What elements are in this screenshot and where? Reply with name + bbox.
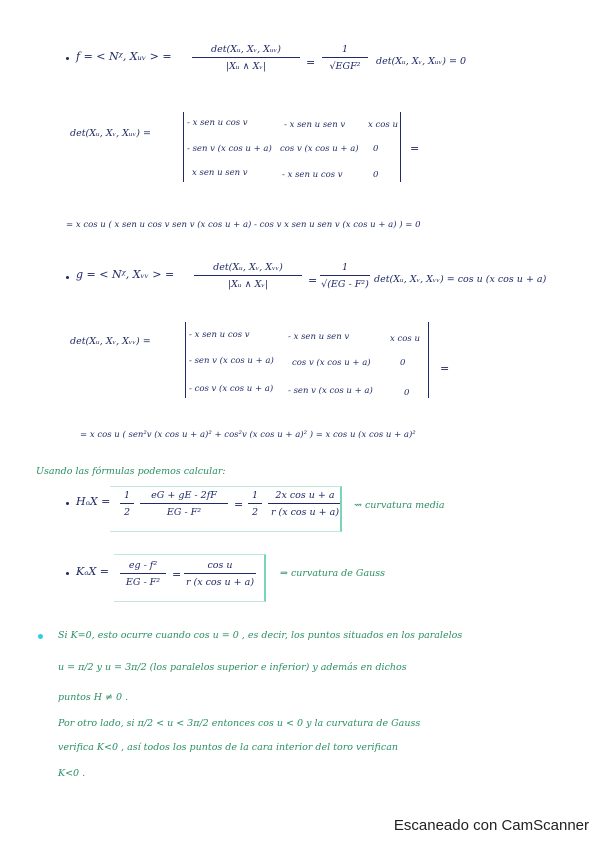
det2-r1c1: - x sen u cos v bbox=[189, 330, 250, 340]
det2-r3c1: - cos v (x cos u + a) bbox=[189, 384, 274, 394]
det2-r2c1: - sen v (x cos u + a) bbox=[189, 356, 274, 366]
det2-right-bar bbox=[428, 322, 429, 398]
det1-r2c3: 0 bbox=[373, 144, 379, 154]
H-denominator-2: r (x cos u + a) bbox=[270, 507, 340, 518]
bullet-dot bbox=[66, 572, 69, 575]
para2-line2: verifica K<0 , así todos los puntos de la cara interior del toro verifican bbox=[58, 742, 399, 753]
bullet-dot-cyan bbox=[38, 634, 43, 639]
result-line: = x cos u ( sen²v (x cos u + a)² + cos²v (x cos u + a)² ) = x cos u (x cos u + a)² bbox=[80, 430, 416, 440]
f-denominator: |Xᵤ ∧ Xᵥ| bbox=[225, 61, 267, 72]
H-numerator-2: 2x cos u + a bbox=[275, 490, 335, 501]
det1-r1c2: - x sen u sen v bbox=[284, 120, 346, 130]
f-equals: = bbox=[306, 56, 316, 69]
f-fraction bbox=[192, 44, 300, 72]
g-equals: = bbox=[308, 274, 318, 287]
det2-label: det(Xᵤ, Xᵥ, Xᵥᵥ) = bbox=[70, 336, 151, 347]
K-denominator-2: r (x cos u + a) bbox=[185, 577, 255, 588]
zero-line: = x cos u ( x sen u cos v sen v (x cos u + a) - cos v x sen u sen v (x cos u + a) ) = 0 bbox=[66, 220, 421, 230]
det1-r1c1: - x sen u cos v bbox=[187, 118, 248, 128]
det1-r2c1: - sen v (x cos u + a) bbox=[187, 144, 272, 154]
f-one: 1 bbox=[341, 44, 349, 55]
K-note: ⇒ curvatura de Gauss bbox=[280, 568, 385, 579]
g-denominator: |Xᵤ ∧ Xᵥ| bbox=[227, 279, 269, 290]
H-highlight-box bbox=[110, 486, 342, 532]
half-num: 1 bbox=[251, 490, 259, 501]
half-den: 2 bbox=[251, 507, 259, 518]
det1-r1c3: x cos u bbox=[368, 120, 398, 130]
H-numerator: eG + gE - 2fF bbox=[151, 490, 217, 501]
det2-left-bar bbox=[185, 322, 186, 398]
K-numerator-2: cos u bbox=[207, 560, 233, 571]
K-highlight-box bbox=[114, 554, 266, 602]
g-lhs: g = < Nᵡ, Xᵥᵥ > = bbox=[76, 268, 175, 281]
det1-r2c2: cos v (x cos u + a) bbox=[280, 144, 359, 154]
g-numerator: det(Xᵤ, Xᵥ, Xᵥᵥ) bbox=[213, 262, 283, 273]
bullet-dot bbox=[66, 276, 69, 279]
para2-line1: Por otro lado, si π/2 < u < 3π/2 entonces cos u < 0 y la curvatura de Gauss bbox=[58, 718, 421, 729]
g-rhs: det(Xᵤ, Xᵥ, Xᵥᵥ) = cos u (x cos u + a) bbox=[374, 274, 547, 285]
det1-left-bar bbox=[183, 112, 184, 182]
g-one-over-sqrt bbox=[320, 262, 370, 290]
f-numerator: det(Xᵤ, Xᵥ, Xᵤᵥ) bbox=[211, 44, 281, 55]
para2-line3: K<0 . bbox=[58, 768, 86, 779]
f-rhs: det(Xᵤ, Xᵥ, Xᵤᵥ) = 0 bbox=[376, 56, 467, 67]
K-lhs: KₒX = bbox=[76, 565, 109, 578]
bullet-dot bbox=[66, 57, 69, 60]
camscanner-footer: Escaneado con CamScanner bbox=[393, 817, 589, 834]
para1-line1: Si K=0, esto ocurre cuando cos u = 0 , es decir, los puntos situados en los paralelos bbox=[58, 630, 463, 641]
g-sqrt: √(EG - F²) bbox=[321, 279, 369, 290]
K-denominator: EG - F² bbox=[125, 577, 161, 588]
f-lhs: f = < Nᵡ, Xᵤᵥ > = bbox=[76, 50, 172, 63]
H-equals: = bbox=[234, 498, 244, 511]
K-numerator: eg - f² bbox=[128, 560, 158, 571]
det2-r1c3: x cos u bbox=[390, 334, 420, 344]
det2-r1c2: - x sen u sen v bbox=[288, 332, 350, 342]
det2-equals: = bbox=[440, 362, 450, 375]
det2-r2c3: 0 bbox=[400, 358, 406, 368]
usando-text: Usando las fórmulas podemos calcular: bbox=[36, 466, 226, 477]
det1-r3c3: 0 bbox=[373, 170, 379, 180]
det1-label: det(Xᵤ, Xᵥ, Xᵤᵥ) = bbox=[70, 128, 151, 139]
K-equals: = bbox=[172, 568, 182, 581]
det1-equals: = bbox=[410, 142, 420, 155]
g-one: 1 bbox=[341, 262, 349, 273]
f-one-over-sqrt bbox=[322, 44, 368, 72]
det2-r3c3: 0 bbox=[404, 388, 410, 398]
det2-r3c2: - sen v (x cos u + a) bbox=[288, 386, 373, 396]
para1-line2: u = π/2 y u = 3π/2 (los paralelos superior e inferior) y además en dichos bbox=[58, 662, 407, 673]
f-sqrt: √EGF² bbox=[329, 61, 361, 72]
det1-r3c2: - x sen u cos v bbox=[282, 170, 343, 180]
bullet-dot bbox=[66, 502, 69, 505]
half-num: 1 bbox=[123, 490, 131, 501]
H-denominator: EG - F² bbox=[166, 507, 202, 518]
H-note: ⇝ curvatura media bbox=[354, 500, 445, 511]
det2-r2c2: cos v (x cos u + a) bbox=[292, 358, 371, 368]
half-den: 2 bbox=[123, 507, 131, 518]
H-lhs: HₒX = bbox=[76, 495, 111, 508]
det1-r3c1: x sen u sen v bbox=[192, 168, 248, 178]
g-fraction bbox=[194, 262, 302, 290]
det1-right-bar bbox=[400, 112, 401, 182]
para1-line3: puntos H ≠ 0 . bbox=[58, 692, 129, 703]
